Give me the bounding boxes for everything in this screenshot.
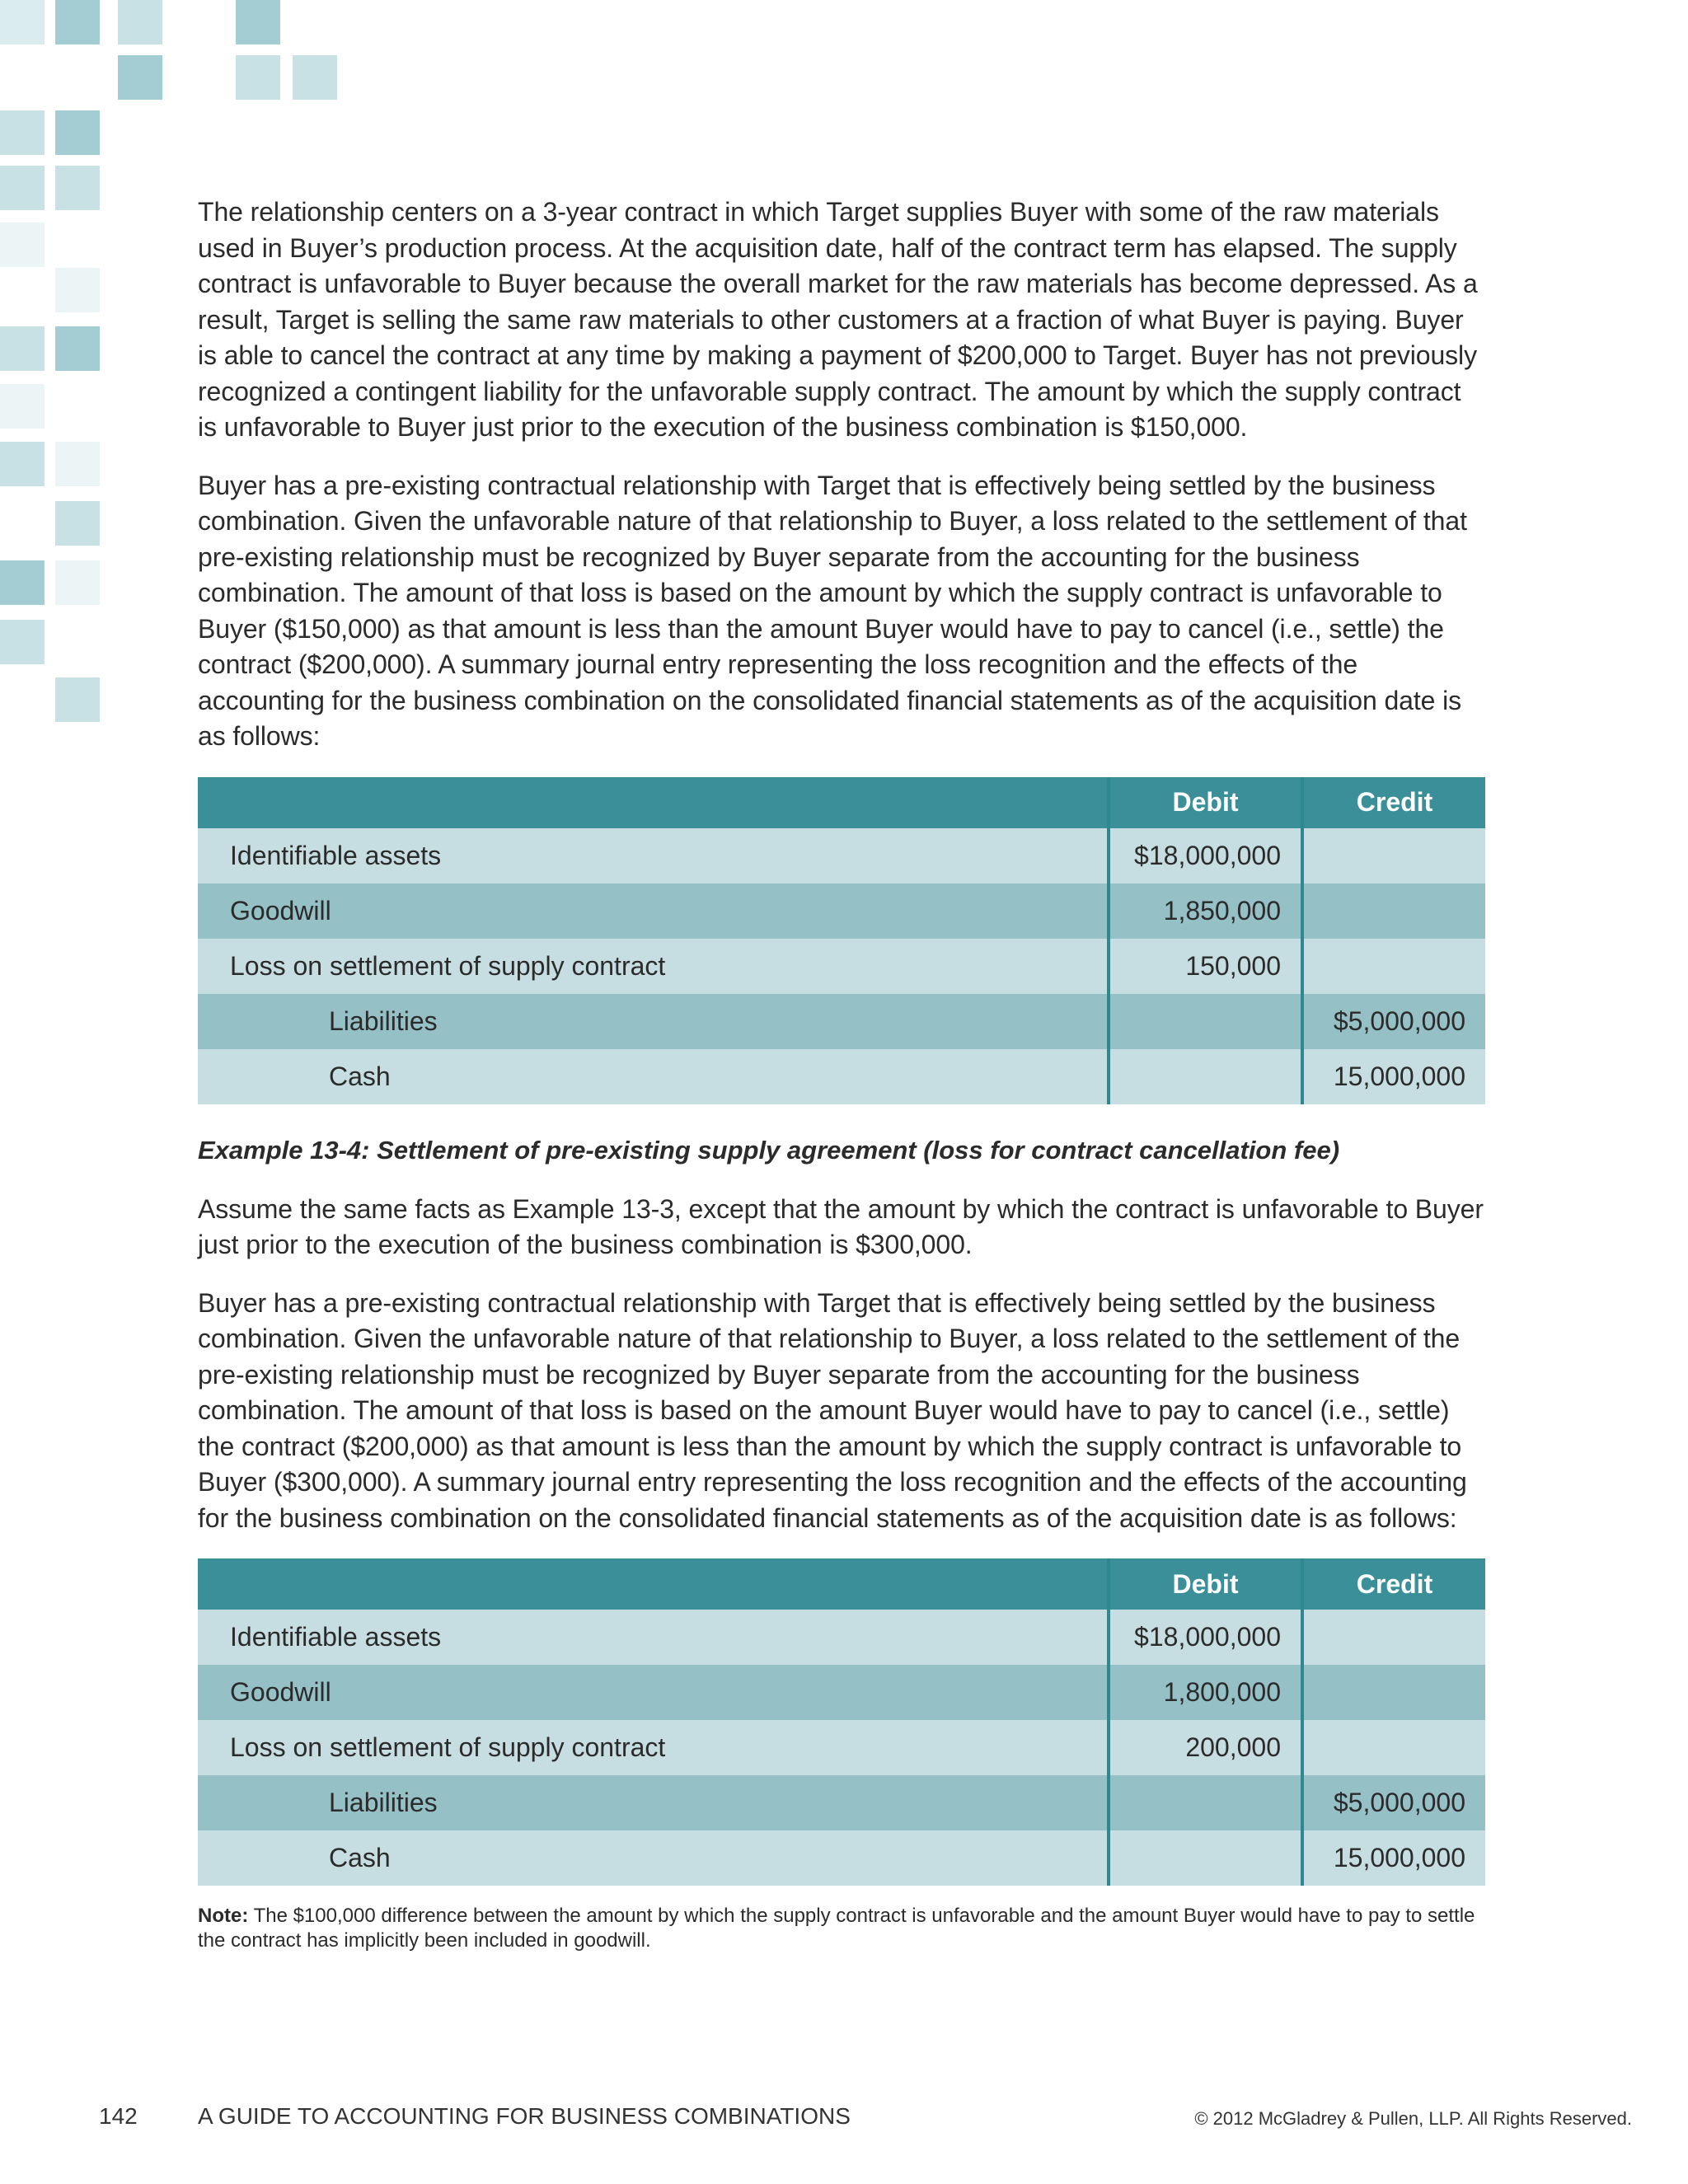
credit-amount [1302,1720,1485,1775]
credit-amount: $5,000,000 [1302,1775,1485,1830]
credit-amount: $5,000,000 [1302,994,1485,1049]
account-name: Liabilities [198,994,1109,1049]
table-row [198,1720,1485,1775]
account-name: Identifiable assets [198,828,1109,883]
copyright-notice: © 2012 McGladrey & Pullen, LLP. All Rights Reserved. [1194,2108,1632,2129]
paragraph-example-facts: Assume the same facts as Example 13-3, except that the amount by which the contract is unfavorable to Buyer just prior to the execution of the business combination is $300,000. [198,1193,1484,1259]
table-row [198,1610,1485,1665]
note-text: The $100,000 difference between the amount by which the supply contract is unfavorable and the amount Buyer would have to pay to settle the contract has implicitly been included in goodwill. [198,1905,1475,1952]
table-note [198,1904,1485,1953]
table-row [198,1775,1485,1830]
debit-amount [1109,1049,1302,1104]
account-name: Goodwill [198,883,1109,939]
credit-amount [1302,883,1485,939]
note-label: Note: [198,1905,249,1927]
debit-amount: 200,000 [1109,1720,1302,1775]
credit-amount [1302,1665,1485,1720]
credit-amount: 15,000,000 [1302,1830,1485,1886]
credit-column-header: Credit [1302,777,1485,828]
debit-amount: $18,000,000 [1109,1610,1302,1665]
account-name: Identifiable assets [198,1610,1109,1665]
account-name: Loss on settlement of supply contract [198,1720,1109,1775]
account-name: Cash [198,1830,1109,1886]
page-number: 142 [99,2103,138,2129]
journal-entry-table-2 [198,1558,1485,1886]
debit-amount: $18,000,000 [1109,828,1302,883]
table-row [198,994,1485,1049]
credit-amount [1302,828,1485,883]
debit-amount [1109,1830,1302,1886]
book-title: A GUIDE TO ACCOUNTING FOR BUSINESS COMBINATIONS [198,2103,851,2129]
credit-amount [1302,939,1485,994]
account-name: Goodwill [198,1665,1109,1720]
example-title: Example 13-4: Settlement of pre-existing supply agreement (loss for contract cancellation fee) [198,1135,1340,1165]
account-column-header [198,777,1109,828]
paragraph-loss-recognition: Buyer has a pre-existing contractual relationship with Target that is effectively being settled by the business combination. Given the unfavorable nature of that relationship to Buyer, a loss related to the settlement of that pre-existing relationship must be recognized by Buyer separate from the accounting for the business combination. The amount of that loss is based on the amount by which the supply contract is unfavorable to Buyer ($150,000) as that amount is less than the amount Buyer would have to pay to cancel (i.e., settle) the contract ($200,000). A summary journal entry representing the loss recognition and the effects of the accounting for the business combination on the consolidated financial statements as of the acquisition date is as follows: [198,470,1467,751]
table-row [198,1830,1485,1886]
credit-amount [1302,1610,1485,1665]
account-name: Cash [198,1049,1109,1104]
credit-amount: 15,000,000 [1302,1049,1485,1104]
account-name: Liabilities [198,1775,1109,1830]
account-name: Loss on settlement of supply contract [198,939,1109,994]
paragraph-example-loss: Buyer has a pre-existing contractual relationship with Target that is effectively being settled by the business combination. Given the unfavorable nature of that relationship to Buyer, a loss related to the settlement of the pre-existing relationship must be recognized by Buyer separate from the accounting for the business combination. The amount of that loss is based on the amount Buyer would have to pay to cancel (i.e., settle) the contract ($200,000) as that amount is less than the amount by which the supply contract is unfavorable to Buyer ($300,000). A summary journal entry representing the loss recognition and the effects of the accounting for the business combination on the consolidated financial statements as of the acquisition date is as follows: [198,1287,1467,1533]
table-row [198,939,1485,994]
debit-column-header: Debit [1109,1558,1302,1610]
table-header-row [198,1558,1485,1610]
journal-entry-table-1 [198,777,1485,1104]
debit-amount: 1,800,000 [1109,1665,1302,1720]
debit-amount [1109,1775,1302,1830]
debit-amount: 150,000 [1109,939,1302,994]
debit-column-header: Debit [1109,777,1302,828]
table-header-row [198,777,1485,828]
account-column-header [198,1558,1109,1610]
table-row [198,828,1485,883]
table-row [198,1665,1485,1720]
paragraph-contract-intro: The relationship centers on a 3-year contract in which Target supplies Buyer with some of the raw materials used in Buyer’s production process. At the acquisition date, half of the contract term has elapsed. The supply contract is unfavorable to Buyer because the overall market for the raw materials has become depressed. As a result, Target is selling the same raw materials to other customers at a fraction of what Buyer is paying. Buyer is able to cancel the contract at any time by making a payment of $200,000 to Target. Buyer has not previously recognized a contingent liability for the unfavorable supply contract. The amount by which the supply contract is unfavorable to Buyer just prior to the execution of the business combination is $150,000. [198,197,1478,442]
table-row [198,1049,1485,1104]
page-content [198,194,1485,1953]
table-row [198,883,1485,939]
debit-amount [1109,994,1302,1049]
credit-column-header: Credit [1302,1558,1485,1610]
debit-amount: 1,850,000 [1109,883,1302,939]
